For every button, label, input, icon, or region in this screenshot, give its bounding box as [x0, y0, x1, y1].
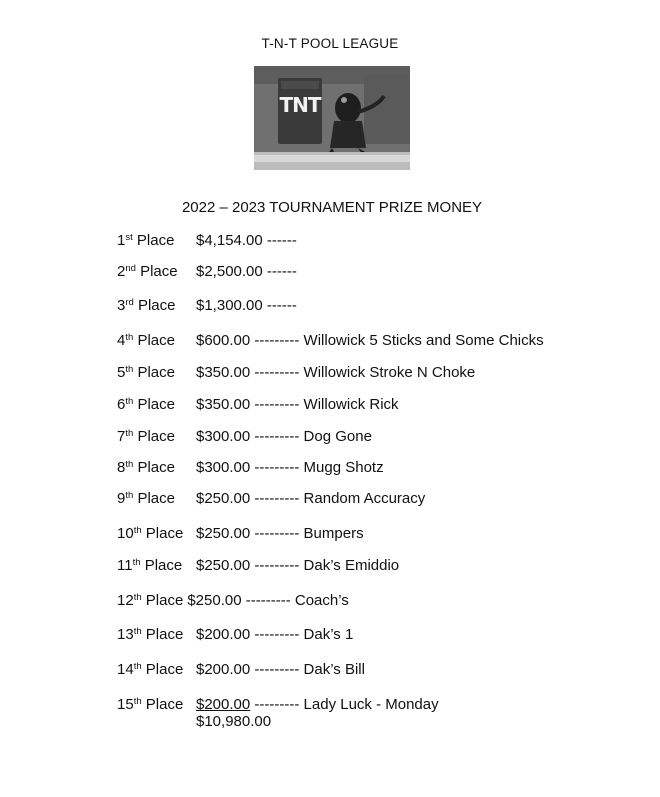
prize-row	[117, 696, 439, 714]
dash-leader: ---------	[254, 557, 300, 574]
place-number: 12	[117, 592, 134, 609]
team-name: Willowick Stroke N Choke	[303, 364, 476, 381]
place-word: Place	[145, 525, 184, 542]
team-name: Lady Luck - Monday	[303, 696, 439, 713]
place-label	[117, 428, 196, 446]
prize-row	[117, 626, 353, 644]
league-title: T-N-T POOL LEAGUE	[261, 36, 399, 51]
place-suffix: th	[125, 428, 134, 439]
team-name: Mugg Shotz	[303, 459, 384, 476]
svg-text:TNT: TNT	[279, 93, 321, 117]
prize-row	[117, 263, 297, 281]
place-suffix: th	[133, 626, 142, 637]
prize-row	[117, 592, 349, 610]
team-name: Willowick 5 Sticks and Some Chicks	[303, 332, 544, 349]
place-suffix: th	[133, 592, 142, 603]
place-word: Place	[137, 428, 175, 445]
place-suffix: th	[133, 525, 142, 536]
place-label	[117, 525, 196, 543]
dash-leader: ---------	[254, 626, 300, 643]
place-label	[117, 661, 196, 679]
place-number: 4	[117, 332, 126, 349]
prize-amount: $250.00	[196, 557, 251, 574]
place-label	[117, 459, 196, 477]
place-word: Place	[137, 297, 176, 314]
place-label	[117, 332, 196, 350]
dash-leader: ---------	[254, 490, 300, 507]
dash-leader: ---------	[254, 332, 300, 349]
place-word: Place	[136, 232, 175, 249]
prize-amount: $250.00	[196, 525, 251, 542]
dash-leader: ---------	[245, 592, 291, 609]
prize-amount: $250.00	[187, 592, 242, 609]
place-number: 1	[117, 232, 126, 249]
place-word: Place	[145, 626, 184, 643]
place-label	[117, 297, 196, 315]
team-name: Dak’s Bill	[303, 661, 365, 678]
prize-amount: $600.00	[196, 332, 251, 349]
team-name: Dak’s Emiddio	[303, 557, 400, 574]
prize-row	[117, 428, 372, 446]
place-label	[117, 490, 196, 508]
tnt-cartoon-icon	[254, 66, 410, 170]
place-label	[117, 626, 196, 644]
place-suffix: st	[125, 232, 133, 243]
place-number: 10	[117, 525, 134, 542]
prize-amount: $300.00	[196, 428, 251, 445]
prize-amount: $200.00	[196, 661, 251, 678]
prize-row	[117, 232, 297, 250]
dash-leader: ---------	[254, 696, 300, 713]
place-suffix: nd	[125, 263, 136, 274]
place-number: 2	[117, 263, 126, 280]
prize-amount: $4,154.00	[196, 232, 263, 249]
prize-row	[117, 661, 365, 679]
place-label	[117, 696, 196, 714]
place-suffix: th	[125, 396, 134, 407]
place-word: Place	[137, 396, 175, 413]
prize-amount: $200.00	[196, 696, 251, 713]
place-label	[117, 232, 196, 250]
place-word: Place	[145, 661, 184, 678]
place-number: 6	[117, 396, 126, 413]
place-label	[117, 557, 196, 575]
place-number: 7	[117, 428, 126, 445]
prize-row	[117, 396, 399, 414]
prize-money-heading: 2022 – 2023 TOURNAMENT PRIZE MONEY	[181, 199, 483, 216]
dash-leader: ---------	[254, 459, 300, 476]
place-word: Place	[144, 557, 183, 574]
dash-leader: ---------	[254, 428, 300, 445]
place-suffix: rd	[125, 297, 134, 308]
team-name: Dak’s 1	[303, 626, 354, 643]
place-number: 13	[117, 626, 134, 643]
place-suffix: th	[125, 459, 134, 470]
place-number: 9	[117, 490, 126, 507]
prize-amount: $200.00	[196, 626, 251, 643]
team-name: Dog Gone	[303, 428, 372, 445]
dash-leader: ---------	[254, 525, 300, 542]
dash-leader: ------	[266, 263, 297, 280]
prize-amount: $300.00	[196, 459, 251, 476]
place-word: Place	[145, 696, 184, 713]
place-label	[117, 263, 196, 281]
place-word: Place	[137, 459, 175, 476]
team-name: Willowick Rick	[303, 396, 399, 413]
prize-row	[117, 459, 384, 477]
tnt-logo-image	[254, 66, 410, 170]
prize-amount: $350.00	[196, 396, 251, 413]
prize-row	[117, 525, 364, 543]
prize-amount: $350.00	[196, 364, 251, 381]
place-suffix: th	[133, 661, 142, 672]
total-amount: $10,980.00	[196, 713, 272, 730]
place-number: 15	[117, 696, 134, 713]
dash-leader: ---------	[254, 364, 300, 381]
team-name: Random Accuracy	[303, 490, 426, 507]
place-number: 14	[117, 661, 134, 678]
place-number: 3	[117, 297, 126, 314]
place-suffix: th	[132, 557, 141, 568]
prize-row	[117, 364, 475, 382]
place-number: 5	[117, 364, 126, 381]
dash-leader: ---------	[254, 661, 300, 678]
place-suffix: th	[125, 332, 134, 343]
place-word: Place	[137, 364, 175, 381]
prize-row	[117, 557, 399, 575]
prize-row	[117, 332, 544, 350]
dash-leader: ------	[266, 297, 297, 314]
place-word: Place	[137, 332, 175, 349]
place-word: Place	[137, 490, 175, 507]
dash-leader: ---------	[254, 396, 300, 413]
place-label	[117, 364, 196, 382]
place-label	[117, 592, 183, 610]
team-name: Coach’s	[294, 592, 349, 609]
place-number: 8	[117, 459, 126, 476]
prize-row	[117, 297, 297, 315]
prize-amount: $2,500.00	[196, 263, 263, 280]
prize-row	[117, 490, 425, 508]
prize-amount: $250.00	[196, 490, 251, 507]
place-label	[117, 396, 196, 414]
place-word: Place	[140, 263, 178, 280]
place-suffix: th	[125, 490, 134, 501]
place-suffix: th	[125, 364, 134, 375]
team-name: Bumpers	[303, 525, 364, 542]
place-number: 11	[117, 557, 133, 574]
place-suffix: th	[133, 696, 142, 707]
dash-leader: ------	[266, 232, 297, 249]
prize-amount: $1,300.00	[196, 297, 263, 314]
place-word: Place	[145, 592, 184, 609]
